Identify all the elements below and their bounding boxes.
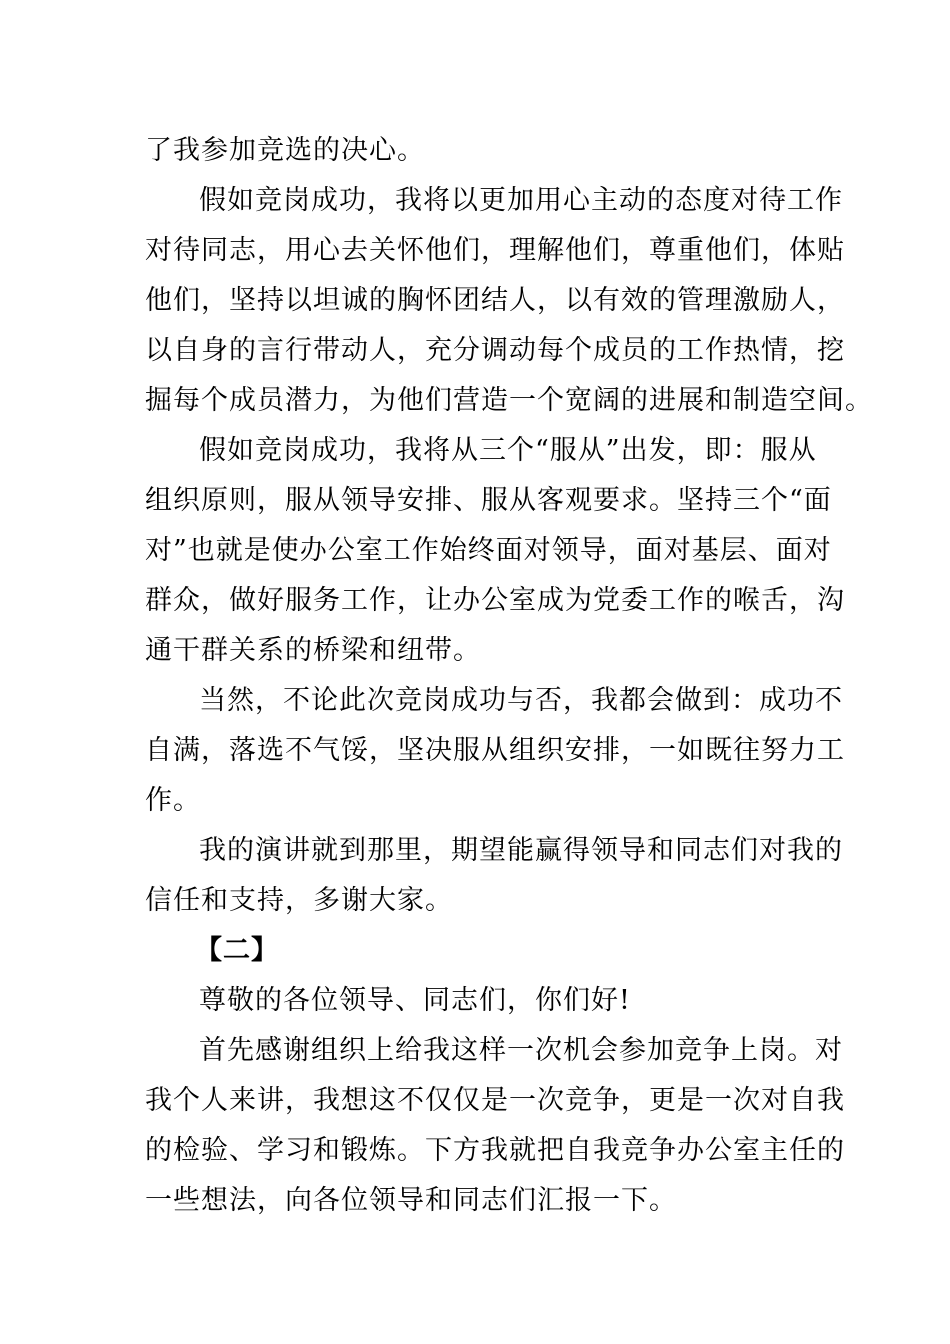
text-line: 自满，落选不气馁，坚决服从组织安排，一如既往努力工 (145, 735, 845, 766)
section-heading: 【二】 (195, 935, 279, 966)
text-line: 对待同志，用心去关怀他们，理解他们，尊重他们，体贴 (145, 235, 845, 266)
text-line: 通干群关系的桥梁和纽带。 (145, 635, 481, 666)
greeting-line: 尊敬的各位领导、同志们，你们好! (199, 985, 631, 1016)
text-line: 掘每个成员潜力，为他们营造一个宽阔的进展和制造空间。 (145, 385, 873, 416)
text-line: 他们，坚持以坦诚的胸怀团结人，以有效的管理激励人， (145, 285, 845, 316)
text-line: 对”也就是使办公室工作始终面对领导，面对基层、面对 (145, 535, 832, 566)
text-line: 群众，做好服务工作，让办公室成为党委工作的喉舌，沟 (145, 585, 845, 616)
paragraph-start-line: 首先感谢组织上给我这样一次机会参加竞争上岗。对 (199, 1035, 843, 1066)
paragraph-start-line: 我的演讲就到那里，期望能赢得领导和同志们对我的 (199, 835, 843, 866)
paragraph-start-line: 当然，不论此次竞岗成功与否，我都会做到：成功不 (199, 685, 843, 716)
text-line: 我个人来讲，我想这不仅仅是一次竞争，更是一次对自我 (145, 1085, 845, 1116)
paragraph-start-line: 假如竞岗成功，我将以更加用心主动的态度对待工作 (199, 185, 843, 216)
text-line: 一些想法，向各位领导和同志们汇报一下。 (145, 1185, 677, 1216)
text-line: 作。 (145, 785, 201, 816)
text-line: 信任和支持，多谢大家。 (145, 885, 453, 916)
paragraph-start-line: 假如竞岗成功，我将从三个“服从”出发，即：服从 (199, 435, 817, 466)
text-line: 的检验、学习和锻炼。下方我就把自我竞争办公室主任的 (145, 1135, 845, 1166)
text-line: 了我参加竞选的决心。 (145, 135, 425, 166)
text-line: 以自身的言行带动人，充分调动每个成员的工作热情，挖 (145, 335, 845, 366)
text-line: 组织原则，服从领导安排、服从客观要求。坚持三个“面 (145, 485, 832, 516)
